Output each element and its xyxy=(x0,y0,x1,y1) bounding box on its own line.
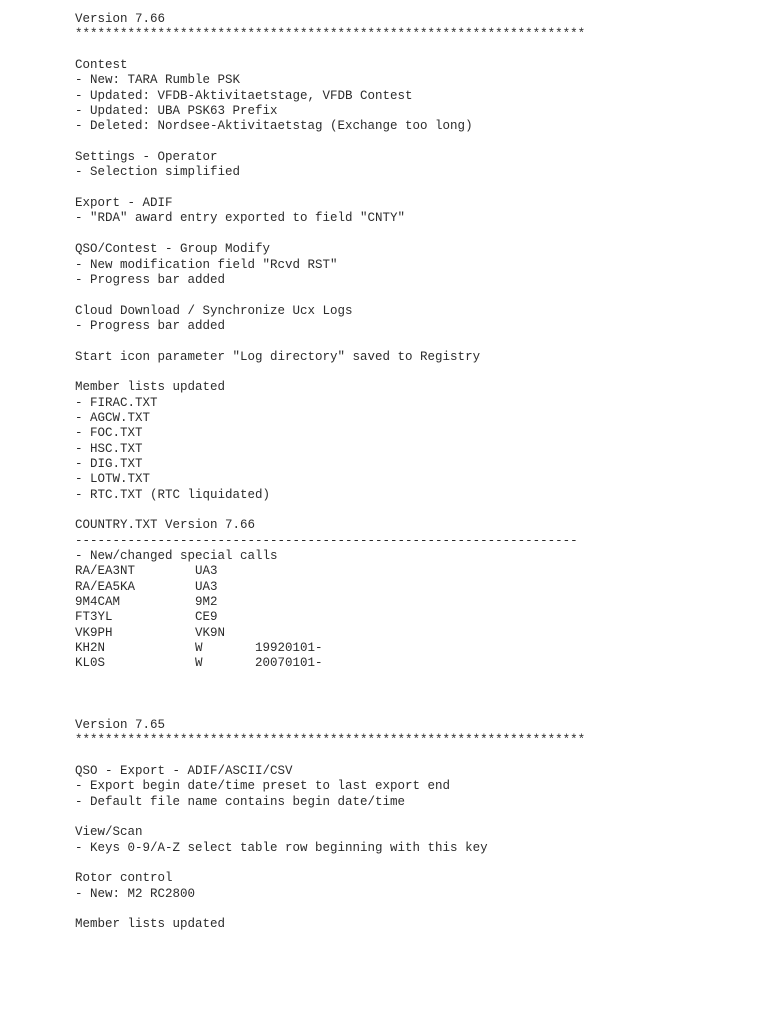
text-line: - New: M2 RC2800 xyxy=(75,886,196,901)
text-line xyxy=(75,702,755,717)
text-line: ******************************************************************** xyxy=(75,733,586,748)
text-line: RA/EA3NT UA3 xyxy=(75,564,218,579)
text-line: KL0S W 20070101- xyxy=(75,656,323,671)
text-line: Export - ADIF xyxy=(75,196,173,211)
text-line: - Updated: VFDB-Aktivitaetstage, VFDB Contest xyxy=(75,88,413,103)
text-line: - New: TARA Rumble PSK xyxy=(75,73,241,88)
text-line: RA/EA5KA UA3 xyxy=(75,579,218,594)
text-line xyxy=(75,856,755,871)
changelog-document xyxy=(75,12,755,933)
text-line: - DIG.TXT xyxy=(75,456,143,471)
text-line: VK9PH VK9N xyxy=(75,625,226,640)
text-line: ------------------------------------------------------------------- xyxy=(75,533,578,548)
text-line: KH2N W 19920101- xyxy=(75,641,323,656)
text-line: Start icon parameter "Log directory" saved to Registry xyxy=(75,349,481,364)
text-line: - Export begin date/time preset to last export end xyxy=(75,779,451,794)
text-line: - Keys 0-9/A-Z select table row beginning with this key xyxy=(75,840,488,855)
text-line: - New/changed special calls xyxy=(75,549,278,564)
text-line: Version 7.66 xyxy=(75,12,166,26)
text-line xyxy=(75,749,755,764)
text-line: Contest xyxy=(75,58,128,73)
text-line xyxy=(75,288,755,303)
text-line xyxy=(75,334,755,349)
text-line: - RTC.TXT (RTC liquidated) xyxy=(75,487,271,502)
text-line: Cloud Download / Synchronize Ucx Logs xyxy=(75,303,353,318)
text-line: - FOC.TXT xyxy=(75,426,143,441)
text-line xyxy=(75,135,755,150)
text-line: - LOTW.TXT xyxy=(75,472,151,487)
text-line: Rotor control xyxy=(75,871,173,886)
text-line xyxy=(75,43,755,58)
text-line: QSO - Export - ADIF/ASCII/CSV xyxy=(75,763,293,778)
text-line: - Deleted: Nordsee-Aktivitaetstag (Exchange too long) xyxy=(75,119,473,134)
text-line: - HSC.TXT xyxy=(75,441,143,456)
text-line: - Updated: UBA PSK63 Prefix xyxy=(75,104,278,119)
text-line: - Progress bar added xyxy=(75,318,226,333)
text-line: - "RDA" award entry exported to field "CNTY" xyxy=(75,211,406,226)
text-line: - Default file name contains begin date/time xyxy=(75,794,406,809)
text-line: ******************************************************************** xyxy=(75,27,586,42)
text-line xyxy=(75,687,755,702)
text-line: Member lists updated xyxy=(75,917,226,932)
text-line: - FIRAC.TXT xyxy=(75,395,158,410)
text-line: Version 7.65 xyxy=(75,717,166,732)
text-line: - Progress bar added xyxy=(75,272,226,287)
text-line xyxy=(75,672,755,687)
text-line: - New modification field "Rcvd RST" xyxy=(75,257,338,272)
text-line: Settings - Operator xyxy=(75,150,218,165)
text-line xyxy=(75,503,755,518)
text-line xyxy=(75,902,755,917)
text-line xyxy=(75,365,755,380)
text-line: QSO/Contest - Group Modify xyxy=(75,242,271,257)
text-line xyxy=(75,227,755,242)
text-line: 9M4CAM 9M2 xyxy=(75,595,218,610)
text-line: - AGCW.TXT xyxy=(75,410,151,425)
text-line: View/Scan xyxy=(75,825,143,840)
text-line: FT3YL CE9 xyxy=(75,610,218,625)
text-line: Member lists updated xyxy=(75,380,226,395)
text-line: - Selection simplified xyxy=(75,165,241,180)
text-line xyxy=(75,181,755,196)
text-line xyxy=(75,810,755,825)
text-line: COUNTRY.TXT Version 7.66 xyxy=(75,518,256,533)
